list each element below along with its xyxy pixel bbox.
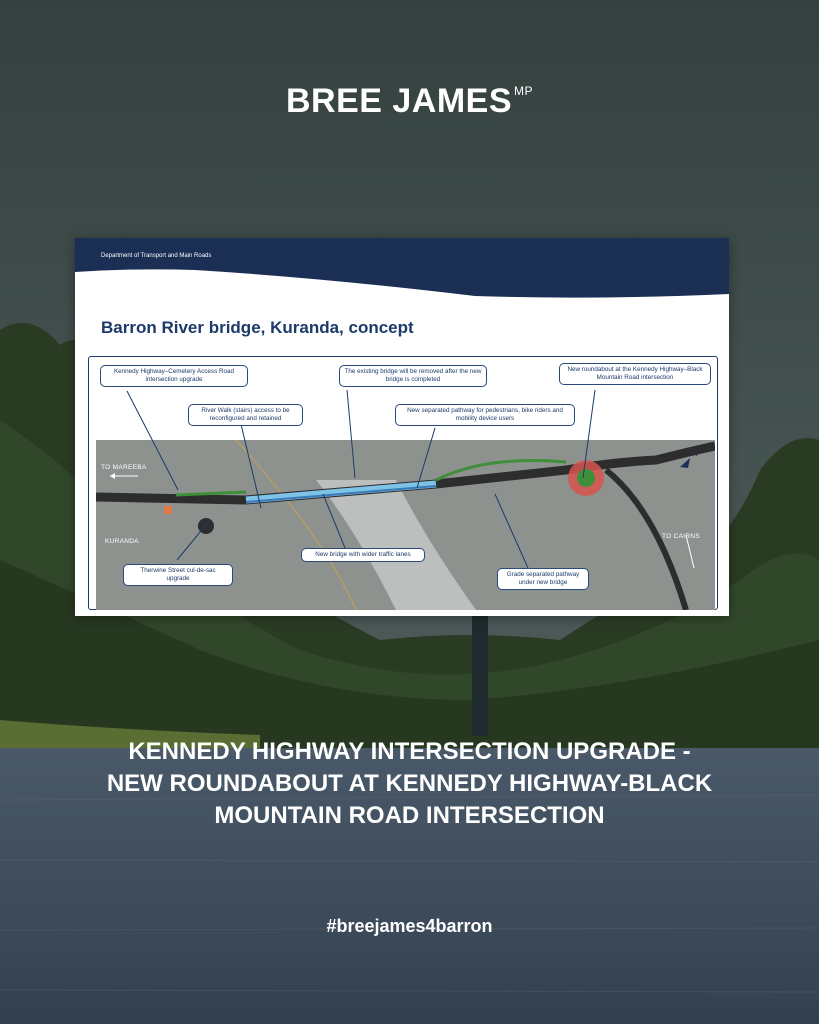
callout-existing-bridge: The existing bridge will be removed after the new bridge is completed [339, 365, 487, 387]
caption-line-2: NEW ROUNDABOUT AT KENNEDY HIGHWAY-BLACK [106, 770, 713, 797]
caption-line-3: MOUNTAIN ROAD INTERSECTION [214, 802, 605, 829]
brand-logo [0, 82, 819, 121]
map-label-to-cairns: TO CAIRNS [662, 533, 700, 540]
north-arrow-label: N [693, 451, 698, 458]
callout-cemetery-access: Kennedy Highway–Cemetery Access Road intersection upgrade [100, 365, 248, 387]
callout-grade-separated: Grade separated pathway under new bridge [497, 568, 589, 590]
billboard-slide [75, 238, 729, 616]
slide-title: Barron River bridge, Kuranda, concept [101, 318, 414, 337]
caption-line-1: KENNEDY HIGHWAY INTERSECTION UPGRADE - [128, 738, 691, 765]
callout-new-bridge: New bridge with wider traffic lanes [301, 548, 425, 562]
callout-therwine-street: Therwine Street cul-de-sac upgrade [123, 564, 233, 586]
callout-separated-pathway: New separated pathway for pedestrians, bike riders and mobility device users [395, 404, 575, 426]
map-label-to-mareeba: TO MAREEBA [101, 464, 147, 471]
brand-name: BREE JAMES [285, 82, 513, 120]
map-label-kuranda: KURANDA [105, 538, 139, 545]
department-name: Department of Transport and Main Roads [101, 253, 212, 259]
hashtag: #breejames4barron [326, 916, 493, 936]
callout-river-walk: River Walk (stairs) access to be reconfigured and retained [188, 404, 303, 426]
callout-new-roundabout: New roundabout at the Kennedy Highway–Black Mountain Road intersection [559, 363, 711, 385]
post-caption [0, 736, 819, 832]
brand-suffix: MP [514, 84, 534, 98]
